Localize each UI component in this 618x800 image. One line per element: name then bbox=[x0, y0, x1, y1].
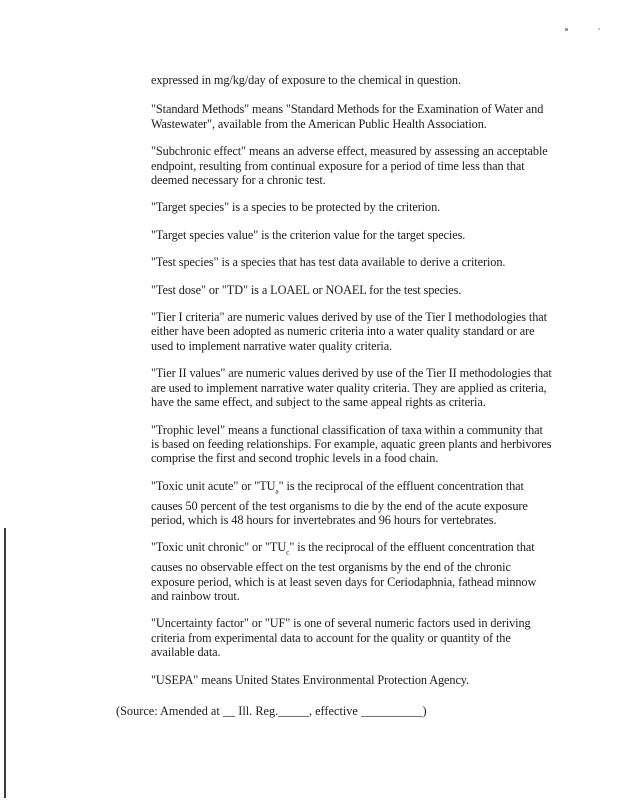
definition-target-species: "Target species" is a species to be protected by the criterion. bbox=[151, 200, 441, 215]
definition-target-species-value: "Target species value" is the criterion value for the target species. bbox=[151, 227, 466, 242]
binding-edge-line bbox=[4, 528, 6, 798]
definition-uncertainty-factor: "Uncertainty factor" or "UF" is one of several numeric factors used in deriving criteria from experimental data to account for the quality or quantity of the available data. bbox=[151, 616, 531, 660]
definitions-body bbox=[151, 73, 553, 700]
toxic-acute-text: " is the reciprocal of the effluent concentration that causes 50 percent of the test organisms to die by the end of the acute exposure period, which is 48 hours for invertebrates and 96 hours for vertebrates. bbox=[151, 478, 528, 527]
definition-tier-i-criteria: "Tier I criteria" are numeric values derived by use of the Tier I methodologies that either have been adopted as numeric criteria into a water quality standard or are used to implement narrative water quality criteria. bbox=[151, 310, 547, 353]
definition-test-dose: "Test dose" or "TD" is a LOAEL or NOAEL for the test species. bbox=[151, 282, 462, 297]
definition-test-species: "Test species" is a species that has test data available to derive a criterion. bbox=[151, 255, 506, 270]
toxic-chronic-subscript: c bbox=[286, 547, 290, 557]
definition-paragraph: expressed in mg/kg/day of exposure to the chemical in question. bbox=[151, 73, 461, 87]
source-note: (Source: Amended at __ Ill. Reg._____, effective __________) bbox=[116, 704, 427, 718]
definition-standard-methods: "Standard Methods" means "Standard Methods for the Examination of Water and Wastewater", available from the American Public Health Association. bbox=[151, 102, 544, 131]
toxic-chronic-prefix: "Toxic unit chronic" or "TU bbox=[151, 540, 287, 555]
definition-tier-ii-values: "Tier II values" are numeric values derived by use of the Tier II methodologies that are used to implement narrative water quality criteria. They are applied as criteria, have the same effect, and subject to the same appeal rights as criteria. bbox=[151, 366, 552, 410]
definition-subchronic-effect: "Subchronic effect" means an adverse effect, measured by assessing an acceptable endpoint, resulting from continual exposure for a period of time less than that deemed necessary for a chronic test. bbox=[151, 144, 548, 188]
toxic-chronic-text: " is the reciprocal of the effluent concentration that causes no observable effect on the test organisms by the end of the chronic exposure period, which is at least seven days for Ceriodaphnia, fathead minnow and rainbow trout. bbox=[151, 540, 537, 604]
definition-toxic-unit-chronic bbox=[151, 540, 553, 603]
scan-artifact bbox=[598, 28, 600, 30]
scan-artifact bbox=[565, 28, 568, 31]
definition-toxic-unit-acute bbox=[151, 479, 553, 528]
toxic-acute-subscript: a bbox=[275, 486, 279, 496]
definition-usepa: "USEPA" means United States Environmental Protection Agency. bbox=[151, 672, 470, 687]
toxic-acute-prefix: "Toxic unit acute" or "TU bbox=[151, 478, 276, 493]
definition-trophic-level: "Trophic level" means a functional classification of taxa within a community that is based on feeding relationships. For example, aquatic green plants and herbivores comprise the first and second trophic levels in a food chain. bbox=[151, 422, 552, 466]
